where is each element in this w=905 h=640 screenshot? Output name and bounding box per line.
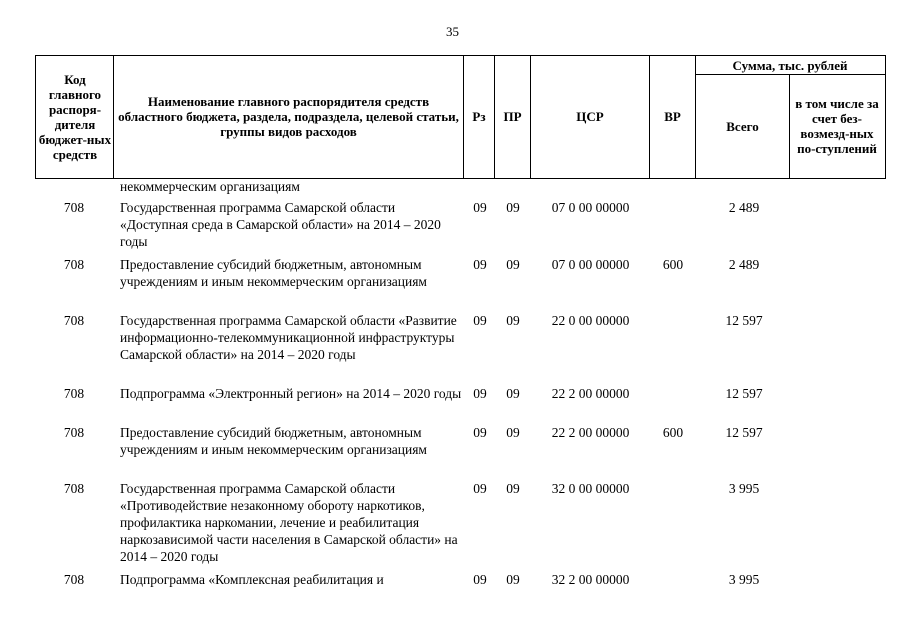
row-pr: 09 xyxy=(506,572,520,587)
row-pr: 09 xyxy=(506,200,520,215)
header-rz: Рз xyxy=(472,109,486,124)
row-rz: 09 xyxy=(473,481,487,496)
row-csr: 32 0 00 00000 xyxy=(551,481,630,496)
row-code: 708 xyxy=(63,386,85,401)
row-pr: 09 xyxy=(506,313,520,328)
row-code: 708 xyxy=(63,481,85,496)
row-name: Государственная программа Самарской области «Доступная среда в Самарской области» на 2014 – 2020 годы xyxy=(120,200,441,249)
row-rz: 09 xyxy=(473,572,487,587)
header-name: Наименование главного распорядителя средств областного бюджета, раздела, подраздела, целевой статьи, группы видов расходов xyxy=(118,94,459,139)
row-total: 3 995 xyxy=(728,481,760,496)
row-vr: 600 xyxy=(662,425,684,440)
row-csr: 07 0 00 00000 xyxy=(551,257,630,272)
row-name: Государственная программа Самарской области «Развитие информационно-телекоммуникационной инфраструктуры Самарской области» на 2014 – 2020 годы xyxy=(120,313,457,362)
header-total: Всего xyxy=(726,118,759,134)
row-name: Предоставление субсидий бюджетным, автономным учреждениям и иным некоммерческим организациям xyxy=(120,257,427,289)
row-csr: 32 2 00 00000 xyxy=(551,572,630,587)
header-vr: ВР xyxy=(664,109,681,124)
row-name: Подпрограмма «Комплексная реабилитация и xyxy=(120,572,384,587)
continuation-text: некоммерческим организациям xyxy=(120,179,300,194)
row-name: Подпрограмма «Электронный регион» на 2014 – 2020 годы xyxy=(120,386,462,401)
row-total: 3 995 xyxy=(728,572,760,587)
header-code: Код главного распоря-дителя бюджет-ных средств xyxy=(38,71,112,162)
row-pr: 09 xyxy=(506,481,520,496)
row-code: 708 xyxy=(63,257,85,272)
row-total: 12 597 xyxy=(725,386,763,401)
header-pr: ПР xyxy=(503,109,522,124)
row-total: 2 489 xyxy=(728,257,760,272)
row-code: 708 xyxy=(63,572,85,587)
header-incl: в том числе за счет без-возмезд-ных по-ступлений xyxy=(795,96,879,156)
row-pr: 09 xyxy=(506,425,520,440)
row-rz: 09 xyxy=(473,257,487,272)
row-rz: 09 xyxy=(473,313,487,328)
row-pr: 09 xyxy=(506,386,520,401)
row-name: Предоставление субсидий бюджетным, автономным учреждениям и иным некоммерческим организациям xyxy=(120,425,427,457)
row-rz: 09 xyxy=(473,200,487,215)
page-number: 35 xyxy=(446,24,459,39)
row-pr: 09 xyxy=(506,257,520,272)
row-vr: 600 xyxy=(662,257,684,272)
row-code: 708 xyxy=(63,425,85,440)
row-csr: 22 2 00 00000 xyxy=(551,386,630,401)
row-total: 12 597 xyxy=(725,425,763,440)
row-csr: 22 0 00 00000 xyxy=(551,313,630,328)
header-csr: ЦСР xyxy=(576,109,604,124)
row-code: 708 xyxy=(63,200,85,215)
row-rz: 09 xyxy=(473,386,487,401)
header-sum-group: Сумма, тыс. рублей xyxy=(732,57,848,73)
row-rz: 09 xyxy=(473,425,487,440)
row-total: 12 597 xyxy=(725,313,763,328)
row-csr: 22 2 00 00000 xyxy=(551,425,630,440)
row-csr: 07 0 00 00000 xyxy=(551,200,630,215)
row-name: Государственная программа Самарской области «Противодействие незаконному обороту наркотиков, профилактика наркомании, лечение и реабилитация наркозависимой части населения в Самарской области» на 2014 – 2020 годы xyxy=(120,481,458,564)
row-code: 708 xyxy=(63,313,85,328)
row-total: 2 489 xyxy=(728,200,760,215)
